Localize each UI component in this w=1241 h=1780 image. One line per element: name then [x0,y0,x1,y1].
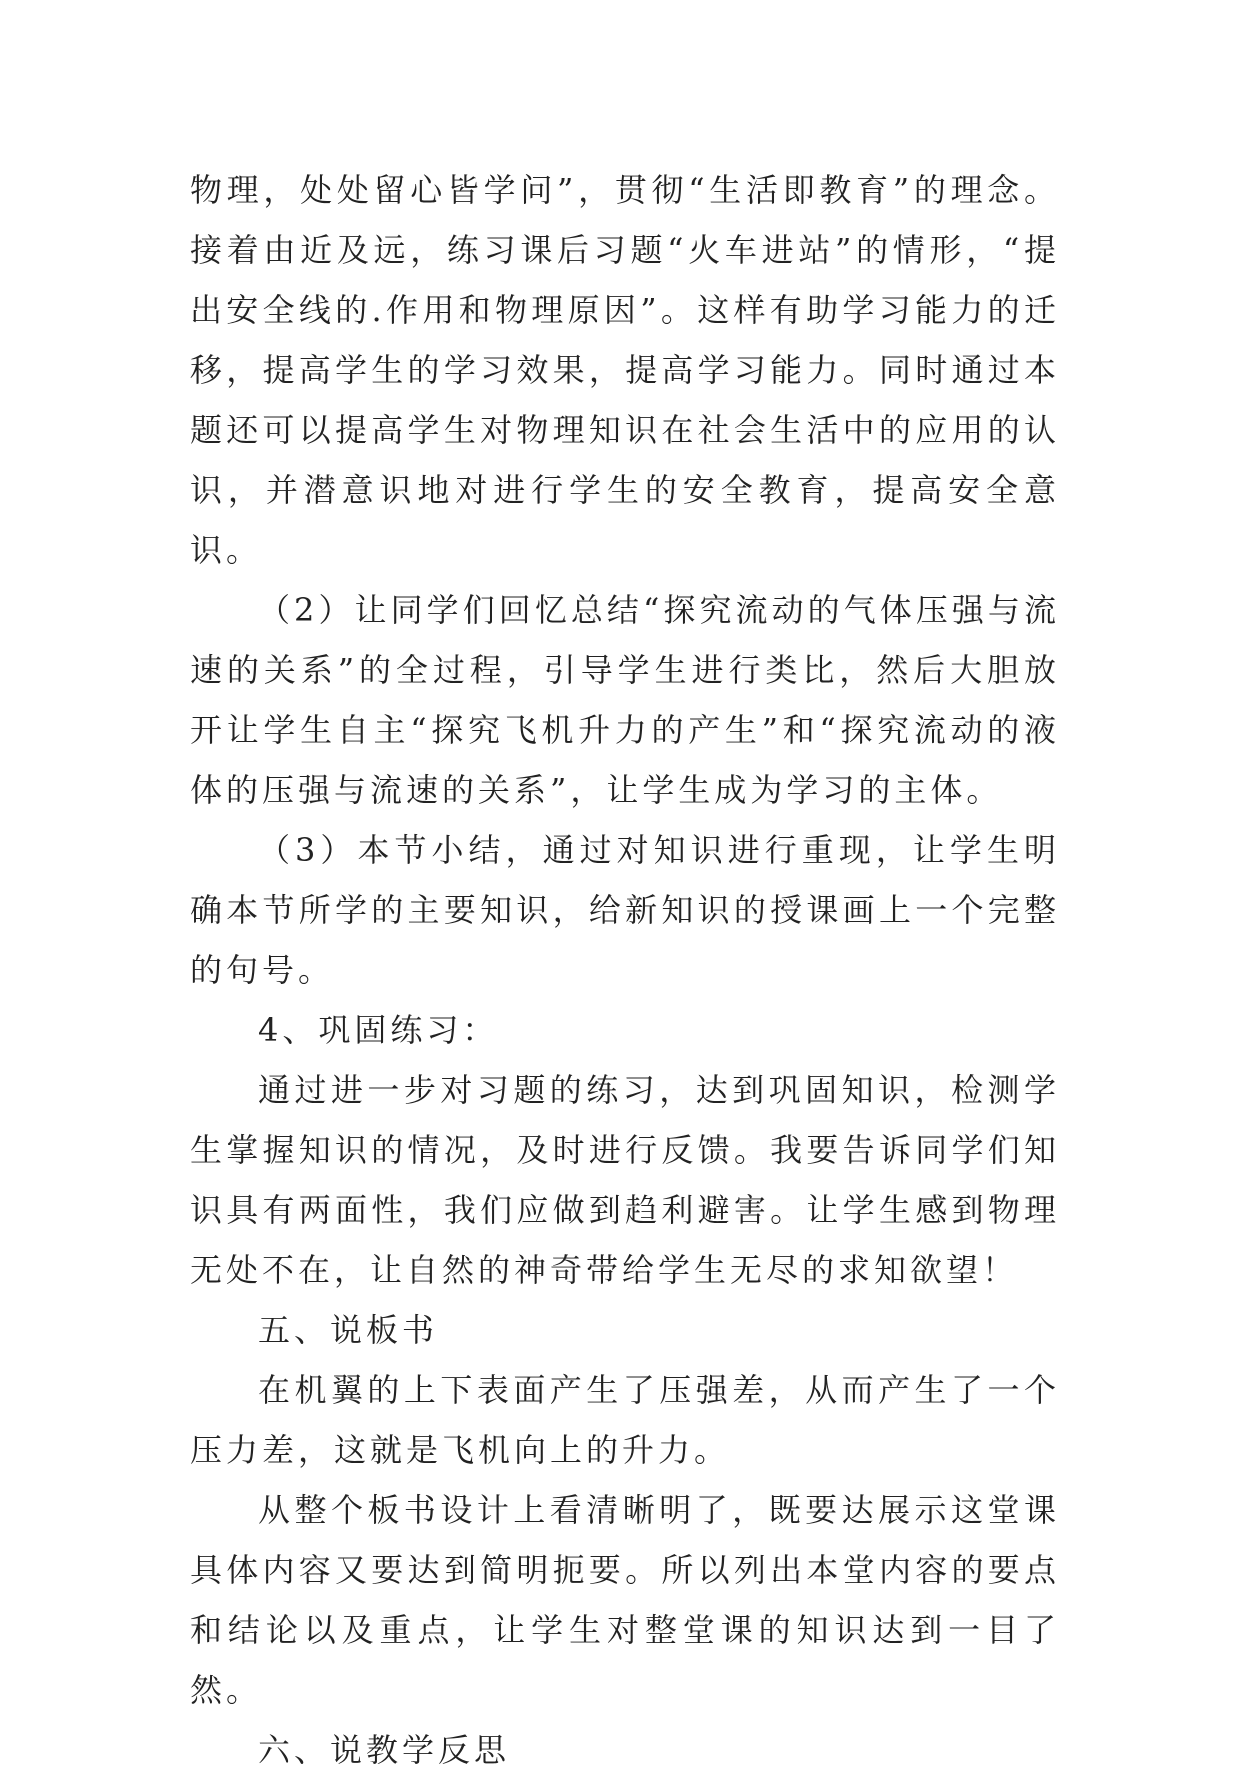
paragraph-consolidation: 通过进一步对习题的练习，达到巩固知识，检测学生掌握知识的情况，及时进行反馈。我要告诉同学们知识具有两面性，我们应做到趋利避害。让学生感到物理无处不在，让自然的神奇带给学生无尽的求知欲望！ [190,1071,1060,1289]
paragraph-blackboard-content: 在机翼的上下表面产生了压强差，从而产生了一个压力差，这就是飞机向上的升力。 [190,1371,1060,1469]
paragraph-continuation: 物理，处处留心皆学问”，贯彻“生活即教育”的理念。接着由近及远，练习课后习题“火车进站”的情形，“提出安全线的.作用和物理原因”。这样有助学习能力的迁移，提高学生的学习效果，提高学习能力。同时通过本题还可以提高学生对物理知识在社会生活中的应用的认识，并潜意识地对进行学生的安全教育，提高安全意识。 [190,171,1060,569]
paragraph-blackboard-design: 从整个板书设计上看清晰明了，既要达展示这堂课具体内容又要达到简明扼要。所以列出本堂内容的要点和结论以及重点，让学生对整堂课的知识达到一目了然。 [190,1491,1060,1709]
paragraph-step-3: （3）本节小结，通过对知识进行重现，让学生明确本节所学的主要知识，给新知识的授课画上一个完整的句号。 [190,831,1060,989]
paragraph-step-2: （2）让同学们回忆总结“探究流动的气体压强与流速的关系”的全过程，引导学生进行类比，然后大胆放开让学生自主“探究飞机升力的产生”和“探究流动的液体的压强与流速的关系”，让学生成为学习的主体。 [190,591,1060,809]
section-heading-reflection: 六、说教学反思 [258,1731,511,1769]
document-body [190,160,1060,1780]
section-heading-blackboard: 五、说板书 [258,1311,439,1349]
section-heading-consolidation: 4、巩固练习： [258,1011,499,1049]
